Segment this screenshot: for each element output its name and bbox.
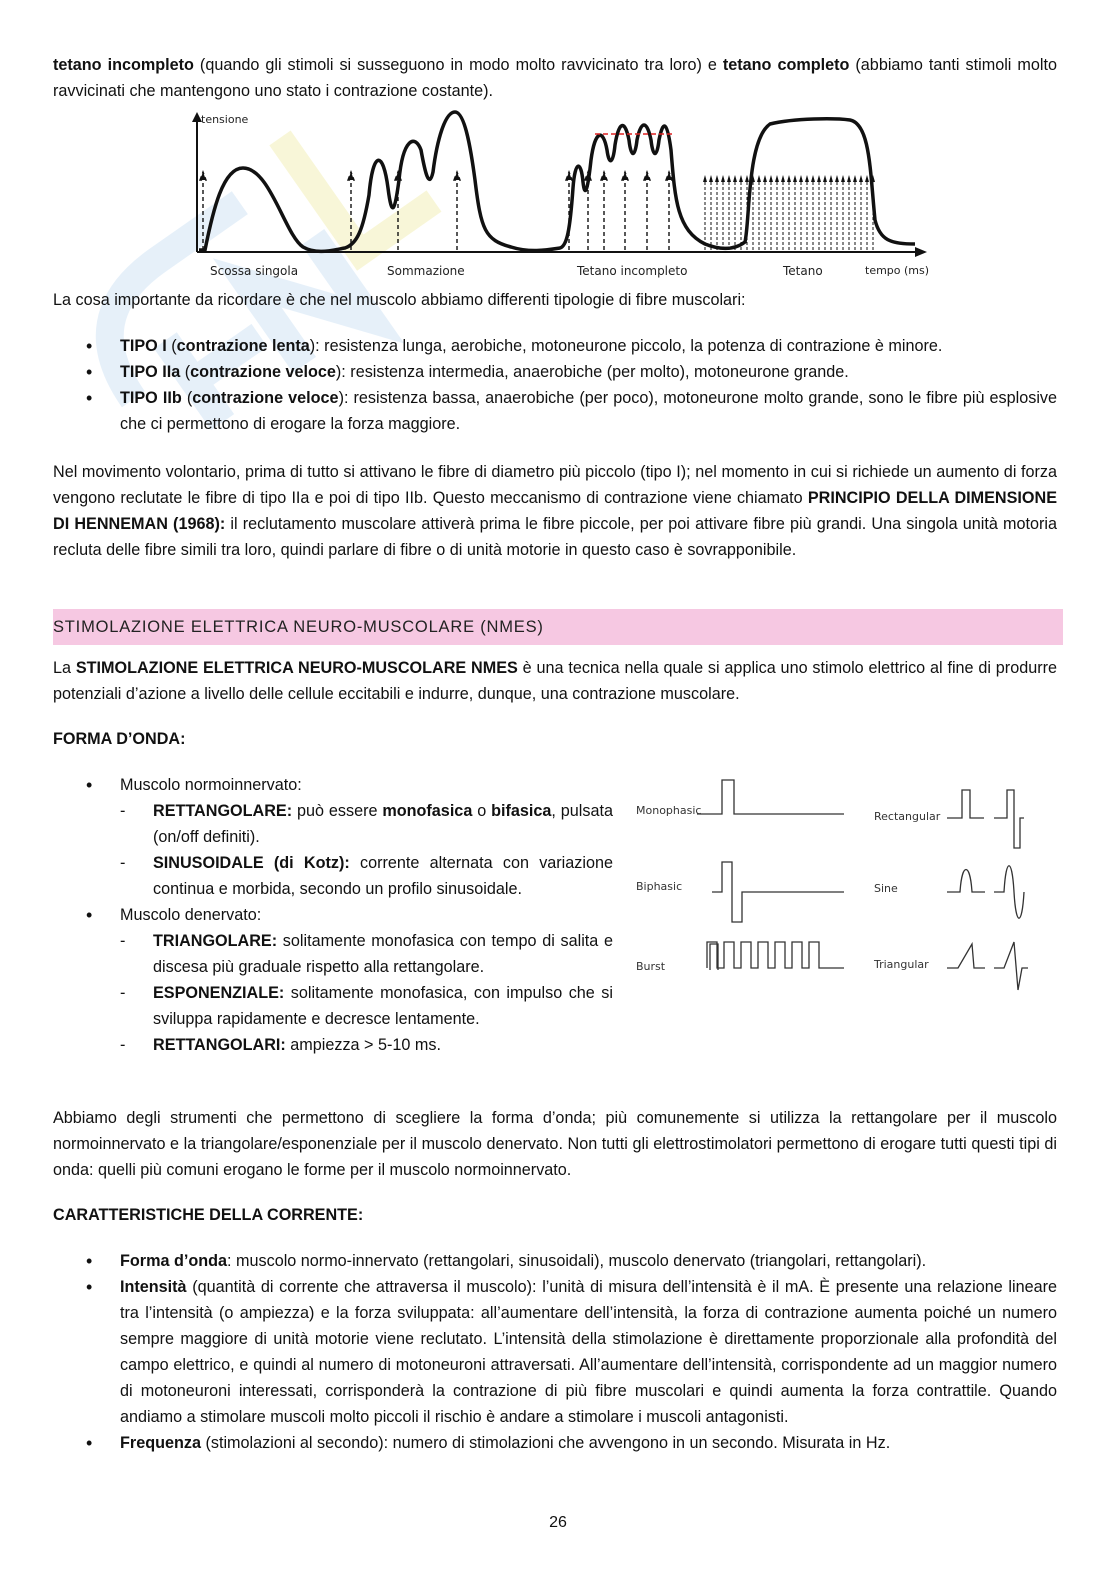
list-item: • Intensità (quantità di corrente che attraversa il muscolo): l’unità di misura dell’intensità è il mA. È presente una relazione lineare tra l’intensità (o ampiezza) e la forza sviluppata: all’aumentare dell’intensità, la forza di contrazione aumenta poiché un numero sempre maggiore di unità motorie viene reclutato. L’intensità della stimolazione è direttamente proporzionale alla profondità del campo elettrico, e quindi al numero di motoneuroni attraversati. All’aumentare dell’intensità, corrispondente ad un maggior numero di motoneuroni interessati, corrisponderà la contrazione di più fibre muscolari e quindi aumenta la forza contrattile. Quando andiamo a stimolare muscoli molto piccoli il rischio è andare a stimolare i muscoli antagonisti. [53,1274,1057,1430]
stimulus-arrowhead-icon [823,175,827,182]
stimulus-arrowhead-icon [763,175,767,182]
label-tetano-incompleto: Tetano incompleto [577,264,688,278]
stimulus-arrowhead-icon [817,175,821,182]
intro-paragraph: tetano incompleto (quando gli stimoli si susseguono in modo molto ravvicinato tra loro) e tetano completo (abbiamo tanti stimoli molto ravvicinati che mantengono uno stato i contrazione costante). [53,56,1057,100]
tetanus-stimulus-arrows [703,175,875,250]
stimulus-arrowhead-icon [805,175,809,182]
label-monophasic: Monophasic [636,804,702,817]
stimulus-arrowhead-icon [733,175,737,182]
x-axis-arrow-icon [915,247,927,257]
stimulus-arrowhead-icon [775,175,779,182]
burst-wave-train [707,942,844,968]
label-scossa-singola: Scossa singola [210,264,299,278]
sine-bi-wave [994,866,1024,919]
triangular-bi-wave [994,942,1028,990]
y-axis-label: tensione [201,113,249,126]
list-item: • Forma d’onda: muscolo normo-innervato (rettangolari, sinusoidali), muscolo denervato (triangolari, rettangolari). [53,1248,1057,1274]
stimulus-arrowhead-icon [709,175,713,182]
fibre-intro: La cosa importante da ricordare è che nel muscolo abbiamo differenti tipologie di fibre muscolari: [53,291,746,309]
stimulus-arrows [200,172,672,250]
stimulus-arrowhead-icon [865,175,869,182]
caratteristiche-heading: CARATTERISTICHE DELLA CORRENTE: [53,1206,364,1224]
list-item: • TIPO IIb (contrazione veloce): resistenza bassa, anaerobiche (per poco), motoneurone molto grande, sono le fibre più esplosive che ci permettono di erogare la forza maggiore. [53,385,1057,437]
list-item: - TRIANGOLARE: solitamente monofasica con tempo di salita e discesa più graduale rispetto alla rettangolare. [120,928,613,980]
list-item: • Muscolo normoinnervato: - RETTANGOLARE: può essere monofasica o bifasica, pulsata (on/off definiti). - SINUSOIDALE (di Kotz): corrente alternata con variazione continua e morbida, secondo un profilo sinusoidale. [53,772,613,902]
stimulus-arrowhead-icon [841,175,845,182]
list-item: - RETTANGOLARE: può essere monofasica o bifasica, pulsata (on/off definiti). [120,798,613,850]
caratteristiche-list [53,1248,1057,1456]
label-triangular: Triangular [874,958,929,971]
stimulus-arrowhead-icon [799,175,803,182]
stimulus-arrowhead-icon [757,175,761,182]
stimulus-arrowhead-icon [727,175,731,182]
section-heading-nmes: STIMOLAZIONE ELETTRICA NEURO-MUSCOLARE (NMES) [53,609,1063,645]
stimulus-arrowhead-icon [811,175,815,182]
label-sommazione: Sommazione [387,264,465,278]
list-item: - RETTANGOLARI: ampiezza > 5-10 ms. [120,1032,613,1058]
label-burst: Burst [636,960,666,973]
label-sine: Sine [874,882,898,895]
label-rectangular: Rectangular [874,810,941,823]
sine-mono-wave [947,870,985,893]
triangular-mono-wave [947,944,985,968]
biphasic-wave [712,862,844,922]
list-item: - SINUSOIDALE (di Kotz): corrente alternata con variazione continua e morbida, secondo un profilo sinusoidale. [120,850,613,902]
stimulus-arrowhead-icon [835,175,839,182]
list-item: • TIPO IIa (contrazione veloce): resistenza intermedia, anaerobiche (per molto), motoneurone grande. [53,359,1057,385]
forma-onda-heading: FORMA D’ONDA: [53,730,186,748]
nmes-paragraph: La STIMOLAZIONE ELETTRICA NEURO-MUSCOLARE NMES è una tecnica nella quale si applica uno stimolo elettrico al fine di produrre potenziali d’azione a livello delle cellule eccitabili e indurre, dunque, una contrazione muscolare. [53,659,1057,703]
fibre-list [53,333,1057,437]
rectangular-mono-wave [947,790,984,818]
stimulus-arrowhead-icon [781,175,785,182]
strumenti-paragraph: Abbiamo degli strumenti che permettono di scegliere la forma d’onda; più comunemente si utilizza la rettangolare per il muscolo normoinnervato e la triangolare/esponenziale per il muscolo denervato. Non tutti gli elettrostimolatori permettono di erogare tutti questi tipi di onda: quelli più comuni erogano le forme per il muscolo normoinnervato. [53,1109,1057,1179]
stimulus-arrowhead-icon [859,175,863,182]
stimulus-arrowhead-icon [787,175,791,182]
stimulus-arrowhead-icon [739,175,743,182]
monophasic-wave [697,780,844,814]
list-item: • Frequenza (stimolazioni al secondo): numero di stimolazioni che avvengono in un secondo. Misurata in Hz. [53,1430,1057,1456]
stimulus-arrowhead-icon [745,175,749,182]
waveform-list [53,772,613,1058]
stimulus-arrowhead-icon [829,175,833,182]
stimulus-arrowhead-icon [715,175,719,182]
stimulus-arrowhead-icon [853,175,857,182]
list-item: • TIPO I (contrazione lenta): resistenza lunga, aerobiche, motoneurone piccolo, la potenza di contrazione è minore. [53,333,1057,359]
list-item: - ESPONENZIALE: solitamente monofasica, con impulso che si sviluppa rapidamente e decresce lentamente. [120,980,613,1032]
stimulus-arrowhead-icon [793,175,797,182]
waveform-figure [582,722,1002,973]
stimulus-arrowhead-icon [703,175,707,182]
stimulus-arrowhead-icon [769,175,773,182]
x-axis-label: tempo (ms) [865,264,930,277]
stimulus-arrowhead-icon [847,175,851,182]
henneman-paragraph: Nel movimento volontario, prima di tutto si attivano le fibre di diametro più piccolo (tipo I); nel momento in cui si richiede un aumento di forza vengono reclutate le fibre di tipo IIa e poi di tipo IIb. Questo meccanismo di contrazione viene chiamato PRINCIPIO DELLA DIMENSIONE DI HENNEMAN (1968): il reclutamento muscolare attiverà prima le fibre piccole, per poi attivare fibre più grandi. Una singola unità motoria recluta delle fibre simili tra loro, quindi parlare di fibre o di unità motorie in questo caso è sovrapponibile. [53,463,1057,559]
stimulus-arrowhead-icon [721,175,725,182]
label-biphasic: Biphasic [636,880,683,893]
muscle-tension-figure [185,110,930,282]
page-number: 26 [549,1514,567,1531]
label-tetano: Tetano [783,264,823,278]
list-item: • Muscolo denervato: - TRIANGOLARE: solitamente monofasica con tempo di salita e discesa più graduale rispetto alla rettangolare. - ESPONENZIALE: solitamente monofasica, con impulso che si sviluppa rapidamente e decresce lentamente. - RETTANGOLARI: ampiezza > 5-10 ms. [53,902,613,1058]
rectangular-bi-wave [994,790,1024,848]
